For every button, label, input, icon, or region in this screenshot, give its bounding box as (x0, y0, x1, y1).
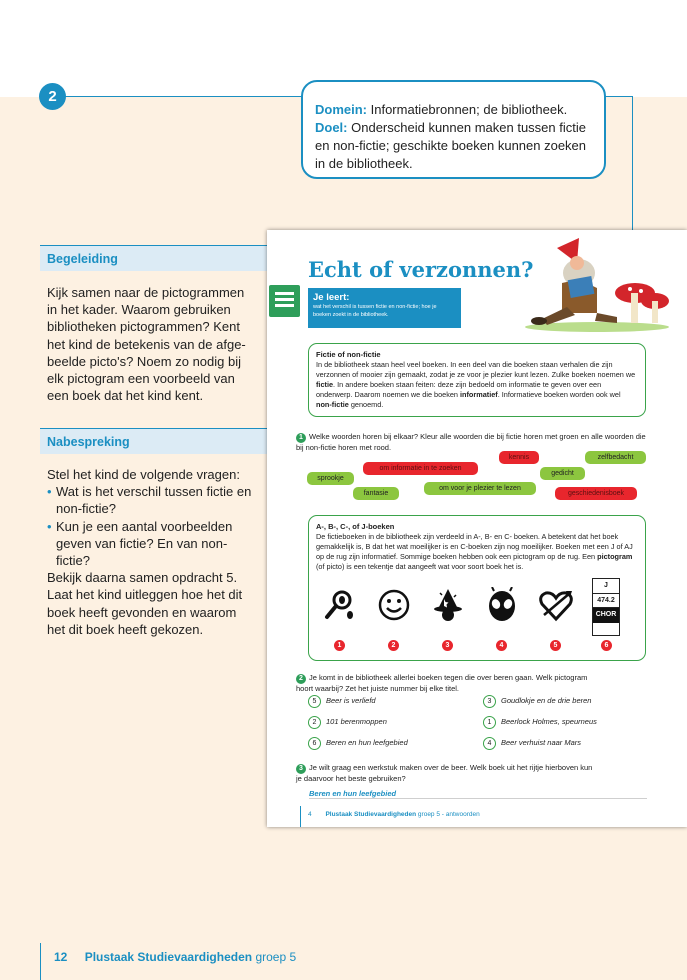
footer-title: Plustaak Studievaardigheden (84, 950, 253, 964)
workbook-footer (308, 811, 480, 818)
word-pill: sprookje (307, 472, 354, 485)
term-fictie: fictie (316, 380, 334, 389)
gnome-reading-illustration (517, 233, 672, 333)
doel-text: Onderscheid kunnen maken tussen fictie en non-fictie; geschikte boeken kunnen zoeken in de bibliotheek. (315, 120, 587, 171)
word-pill: om voor je plezier te lezen (424, 482, 536, 495)
answer-number: 6 (308, 737, 321, 750)
book-title: Beer is verliefd (326, 696, 376, 705)
term-non-fictie: non-fictie (316, 400, 349, 409)
divider-line (62, 96, 302, 97)
book-title: 101 berenmoppen (326, 717, 387, 726)
nabespreking-outro: Bekijk daarna samen opdracht 5. Laat het kind uitleggen hoe het dit boek heeft gevonden en waarom het dit boek heeft gekozen. (47, 570, 243, 637)
alien-icon (484, 585, 520, 625)
magnifier-footprint-icon (322, 585, 358, 625)
question-2-text: Je komt in de bibliotheek allerlei boeken tegen die over beren gaan. Welk pictogram hoort waarbij? Zet het juiste nummer bij elke titel. (296, 673, 588, 693)
term-informatief: informatief (460, 390, 498, 399)
fictie-box-text: genoemd. (348, 400, 384, 409)
picto-number: 2 (388, 640, 399, 651)
spine-label-number: 474.2 (593, 594, 619, 609)
book-title: Goudlokje en de drie beren (501, 696, 592, 705)
picto-box-heading: A-, B-, C-, of J-boeken (316, 522, 395, 531)
word-pill: fantasie (353, 487, 399, 500)
answer-number: 4 (483, 737, 496, 750)
divider-line (604, 96, 633, 97)
question-list (47, 483, 257, 569)
footer-line (300, 806, 301, 827)
smiley-icon (376, 585, 412, 625)
picto-number: 5 (550, 640, 561, 651)
leert-heading: Je leert: (313, 292, 350, 303)
workbook-page-number: 4 (308, 811, 312, 818)
page-footer (54, 950, 296, 964)
term-pictogram: pictogram (597, 552, 633, 561)
answer-number: 3 (483, 695, 496, 708)
nabespreking-text (47, 466, 257, 638)
page-number: 12 (54, 950, 68, 964)
question-item: • Kun je een aantal voorbeelden geven van fictie? En van non-fictie? (47, 518, 257, 570)
question-1 (296, 432, 651, 453)
question-item: • Wat is het verschil tussen fictie en non-fictie? (47, 483, 257, 517)
question-3-text: Je wilt graag een werkstuk maken over de beer. Welk boek uit het rijtje hierboven kun je daarvoor het beste gebruiken? (296, 763, 593, 783)
book-title: Beerlock Holmes, speurneus (501, 717, 597, 726)
heart-arrow-icon (538, 585, 574, 625)
begeleiding-heading: Begeleiding (40, 245, 268, 271)
fictie-box-heading: Fictie of non-fictie (316, 350, 381, 359)
nabespreking-heading: Nabespreking (40, 428, 268, 454)
footer-line (40, 943, 41, 980)
word-pill: om informatie in te zoeken (363, 462, 478, 475)
leert-text: wat het verschil is tussen fictie en non-fictie; hoe je boeken zoekt in de bibliotheek. (313, 304, 437, 318)
answer-row (308, 715, 387, 729)
books-icon (269, 285, 300, 317)
word-pill: zelfbedacht (585, 451, 646, 464)
nabespreking-intro: Stel het kind de volgende vragen: (47, 467, 240, 482)
book-title: Beer verhuist naar Mars (501, 738, 582, 747)
question-number: 2 (296, 674, 306, 684)
question-1-text: Welke woorden horen bij elkaar? Kleur alle woorden die bij fictie horen met groen en alle woorden die bij non-fictie horen met rood. (296, 432, 646, 452)
word-pill: geschiedenisboek (555, 487, 637, 500)
fictie-box-text: . In andere boeken staan feiten: deze zijn bedoeld om informatie te geven over een onderwerp. Daarom noemen we die boeken (316, 380, 602, 399)
answer-number: 2 (308, 716, 321, 729)
fictie-info-box (308, 343, 646, 417)
spine-label-j: J (593, 579, 619, 594)
answer-row (308, 736, 408, 750)
fictie-box-text: In de bibliotheek staan heel veel boeken. In een deel van die boeken staan verhalen die zijn verzonnen of mooier zijn gemaakt, zodat je ze voor je plezier kunt lezen. Zulke boeken noemen we (316, 360, 636, 379)
begeleiding-text: Kijk samen naar de pictogrammen in het kader. Waarom gebruiken bibliotheken pictogrammen? Kent het kind de betekenis van de afge-beelde picto's? Noem zo nodig bij elk pictogram een voorbeeld van een boek dat het kind kent. (47, 285, 246, 404)
answer-number: 1 (483, 716, 496, 729)
picto-box-text: (of picto) is een tekentje dat aangeeft wat voor soort boek het is. (316, 562, 524, 571)
spine-label-chor: CHOR (593, 608, 619, 623)
picto-number: 1 (334, 640, 345, 651)
workbook-page (267, 230, 687, 827)
answer-line (309, 798, 647, 799)
workbook-footer-title: Plustaak Studievaardigheden (325, 811, 417, 818)
footer-group: groep 5 (255, 950, 297, 964)
doel-label: Doel: (315, 120, 348, 135)
question-number: 3 (296, 764, 306, 774)
picto-box-text: De fictieboeken in de bibliotheek zijn verdeeld in A-, B- en C- boeken. A betekent dat het boek gemakkelijk is, B dat het wat moeilijker is en C-boeken zijn nog moeilijker. Boeken met een J of AJ op de rug zijn informatief. Sommige boeken hebben ook een pictogram op de rug. Een (316, 532, 633, 561)
question-3-answer: Beren en hun leefgebied (309, 789, 397, 798)
word-pill: gedicht (540, 467, 585, 480)
question-number: 1 (296, 433, 306, 443)
answer-row (483, 715, 597, 729)
learning-goal-box (308, 288, 461, 328)
domein-label: Domein: (315, 102, 367, 117)
workbook-footer-sub: groep 5 - antwoorden (417, 811, 480, 818)
picto-number: 6 (601, 640, 612, 651)
domain-goal-box (301, 80, 606, 179)
wizard-icon (430, 585, 466, 625)
book-title: Beren en hun leefgebied (326, 738, 408, 747)
answer-number: 5 (308, 695, 321, 708)
picto-number: 3 (442, 640, 453, 651)
word-pill: kennis (499, 451, 539, 464)
answer-row (483, 736, 581, 750)
workbook-title: Echt of verzonnen? (308, 257, 534, 282)
answer-row (308, 694, 376, 708)
answer-row (483, 694, 591, 708)
fictie-box-text: . Informatieve boeken worden ook wel (497, 390, 621, 399)
question-3 (296, 763, 596, 784)
question-2 (296, 673, 596, 694)
spine-label (592, 578, 620, 636)
domein-text: Informatiebronnen; de bibliotheek. (370, 102, 568, 117)
picto-number: 4 (496, 640, 507, 651)
divider-line (632, 96, 633, 230)
lesson-number-badge: 2 (39, 83, 66, 110)
